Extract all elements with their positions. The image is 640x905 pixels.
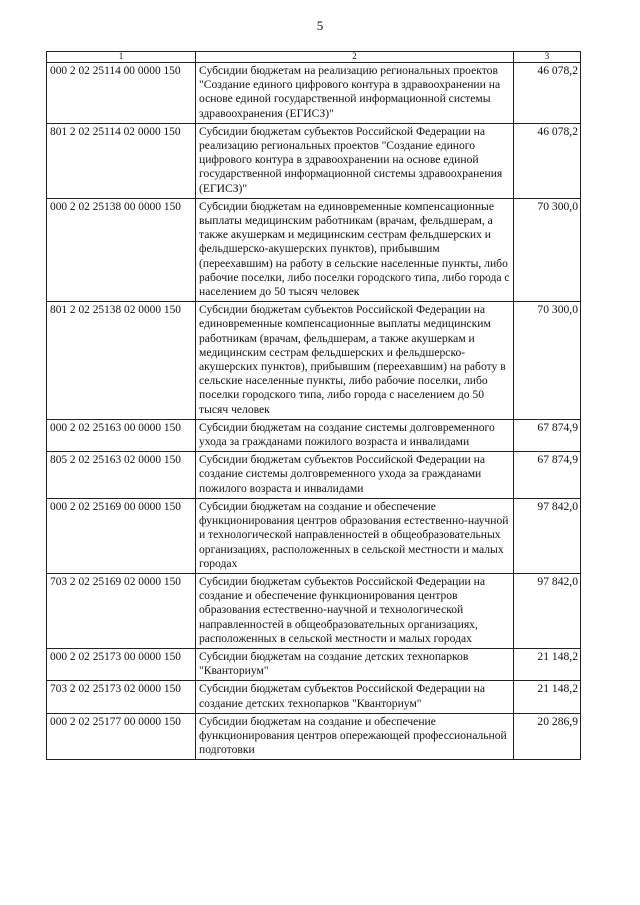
page-number: 5 — [316, 18, 324, 33]
table-row — [47, 452, 581, 499]
table-header-row — [47, 52, 581, 63]
column-header-description: 2 — [196, 52, 514, 63]
row-amount: 21 148,2 — [514, 648, 581, 680]
row-code: 000 2 02 25177 00 0000 150 — [47, 713, 196, 760]
table-row — [47, 681, 581, 713]
row-code: 805 2 02 25163 02 0000 150 — [47, 452, 196, 499]
row-amount: 20 286,9 — [514, 713, 581, 760]
column-header-code: 1 — [47, 52, 196, 63]
row-description: Субсидии бюджетам субъектов Российской Федерации на единовременные компенсационные выплаты медицинским работникам (врачам, фельдшерам, а также акушеркам и медицинским сестрам фельдшерских и фельдшерско-акушерских пунктов), прибывшим (переехавшим) на работу в сельские населенные пункты, либо рабочие поселки, либо поселки городского типа, либо города с населением до 50 тысяч человек — [196, 302, 514, 420]
table-row — [47, 713, 581, 760]
row-amount: 46 078,2 — [514, 63, 581, 124]
row-amount: 70 300,0 — [514, 302, 581, 420]
budget-table — [46, 51, 581, 760]
table-row — [47, 63, 581, 124]
table-row — [47, 573, 581, 648]
row-description: Субсидии бюджетам на создание и обеспечение функционирования центров образования естественно-научной и технологической направленностей в общеобразовательных организациях, расположенных в сельской местности и малых городах — [196, 498, 514, 573]
row-amount: 46 078,2 — [514, 123, 581, 198]
row-code: 801 2 02 25138 02 0000 150 — [47, 302, 196, 420]
row-code: 000 2 02 25173 00 0000 150 — [47, 648, 196, 680]
row-code: 703 2 02 25173 02 0000 150 — [47, 681, 196, 713]
row-code: 000 2 02 25138 00 0000 150 — [47, 198, 196, 301]
table-row — [47, 123, 581, 198]
row-description: Субсидии бюджетам на реализацию региональных проектов "Создание единого цифрового контура в здравоохранении на основе единой государственной информационной системы здравоохранения (ЕГИСЗ)" — [196, 63, 514, 124]
row-amount: 67 874,9 — [514, 452, 581, 499]
row-amount: 70 300,0 — [514, 198, 581, 301]
row-description: Субсидии бюджетам субъектов Российской Федерации на создание системы долговременного ухода за гражданами пожилого возраста и инвалидами — [196, 452, 514, 499]
row-code: 801 2 02 25114 02 0000 150 — [47, 123, 196, 198]
row-amount: 97 842,0 — [514, 498, 581, 573]
row-description: Субсидии бюджетам субъектов Российской Федерации на создание и обеспечение функционирования центров образования естественно-научной и технологической направленностей в общеобразовательных организациях, расположенных в сельской местности и малых городах — [196, 573, 514, 648]
row-code: 703 2 02 25169 02 0000 150 — [47, 573, 196, 648]
table-row — [47, 498, 581, 573]
row-description: Субсидии бюджетам на единовременные компенсационные выплаты медицинским работникам (врачам, фельдшерам, а также акушеркам и медицинским сестрам фельдшерских и фельдшерско-акушерских пунктов), прибывшим (переехавшим) на работу в сельские населенные пункты, либо рабочие поселки, либо поселки городского типа, либо города с населением до 50 тысяч человек — [196, 198, 514, 301]
row-amount: 21 148,2 — [514, 681, 581, 713]
table-row — [47, 302, 581, 420]
row-description: Субсидии бюджетам субъектов Российской Федерации на реализацию региональных проектов "Создание единого цифрового контура в здравоохранении на основе единой государственной информационной системы здравоохранения (ЕГИСЗ)" — [196, 123, 514, 198]
row-code: 000 2 02 25163 00 0000 150 — [47, 419, 196, 451]
row-code: 000 2 02 25169 00 0000 150 — [47, 498, 196, 573]
row-amount: 67 874,9 — [514, 419, 581, 451]
row-description: Субсидии бюджетам на создание детских технопарков "Кванториум" — [196, 648, 514, 680]
row-description: Субсидии бюджетам субъектов Российской Федерации на создание детских технопарков "Кванториум" — [196, 681, 514, 713]
row-amount: 97 842,0 — [514, 573, 581, 648]
row-description: Субсидии бюджетам на создание и обеспечение функционирования центров опережающей профессиональной подготовки — [196, 713, 514, 760]
column-header-amount: 3 — [514, 52, 581, 63]
table-row — [47, 648, 581, 680]
row-description: Субсидии бюджетам на создание системы долговременного ухода за гражданами пожилого возраста и инвалидами — [196, 419, 514, 451]
table-row — [47, 198, 581, 301]
table-row — [47, 419, 581, 451]
row-code: 000 2 02 25114 00 0000 150 — [47, 63, 196, 124]
